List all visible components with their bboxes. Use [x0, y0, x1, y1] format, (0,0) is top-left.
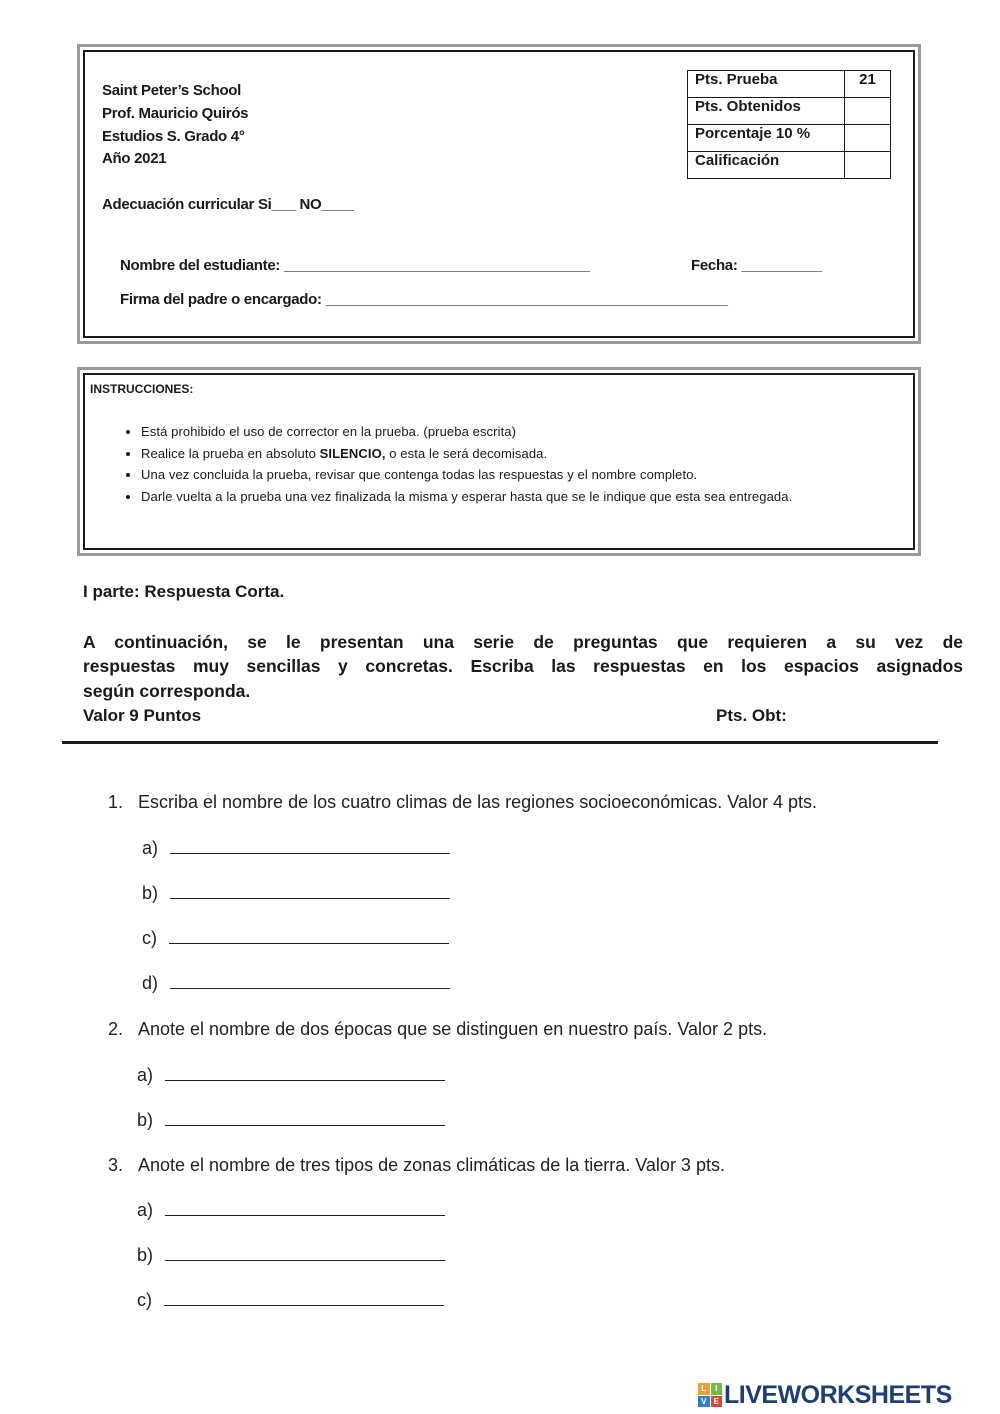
- answer-blank[interactable]: [165, 1201, 445, 1216]
- answer-blank[interactable]: [170, 839, 450, 854]
- teacher-name: Prof. Mauricio Quirós: [102, 105, 249, 122]
- answer-letter: c): [142, 928, 157, 948]
- score-label: Calificación: [688, 152, 845, 179]
- answer-blank[interactable]: [164, 1291, 444, 1306]
- question-number: 3.: [108, 1155, 124, 1175]
- answer-line[interactable]: [137, 1200, 445, 1221]
- logo-letter: V: [698, 1396, 710, 1408]
- instruction-text: o esta le será decomisada.: [385, 445, 548, 461]
- student-name-field[interactable]: Nombre del estudiante: ______________________________________: [120, 257, 590, 274]
- score-value: 21: [845, 71, 891, 98]
- answer-blank[interactable]: [165, 1111, 445, 1126]
- answer-line[interactable]: [137, 1110, 445, 1131]
- score-label: Porcentaje 10 %: [688, 125, 845, 152]
- answer-line[interactable]: [137, 1065, 445, 1086]
- question-text: Anote el nombre de dos épocas que se distinguen en nuestro país. Valor 2 pts.: [138, 1019, 768, 1039]
- score-value[interactable]: [845, 125, 891, 152]
- answer-line[interactable]: [137, 1290, 444, 1311]
- liveworksheets-logo: [698, 1380, 952, 1410]
- answer-line[interactable]: [142, 973, 450, 994]
- school-name: Saint Peter’s School: [102, 82, 242, 99]
- question-number: 1.: [108, 792, 124, 812]
- answer-blank[interactable]: [165, 1066, 445, 1081]
- part-description-line: según corresponda.: [83, 681, 251, 701]
- instructions-list: [119, 421, 792, 507]
- part-title: I parte: Respuesta Corta.: [83, 582, 285, 601]
- answer-letter: b): [137, 1110, 154, 1130]
- instruction-emphasis: SILENCIO,: [319, 445, 386, 461]
- instruction-item: • Una vez concluida la prueba, revisar que contenga todas las respuestas y el nombre completo.: [141, 464, 792, 486]
- date-field[interactable]: Fecha: __________: [691, 257, 822, 274]
- score-label: Pts. Obtenidos: [688, 98, 845, 125]
- logo-letter: L: [698, 1383, 710, 1395]
- answer-letter: a): [137, 1065, 154, 1085]
- answer-letter: b): [137, 1245, 154, 1265]
- subject-grade: Estudios S. Grado 4°: [102, 128, 245, 145]
- question-text: Escriba el nombre de los cuatro climas de las regiones socioeconómicas. Valor 4 pts.: [138, 792, 817, 812]
- instruction-item: [141, 443, 792, 465]
- question-number: 2.: [108, 1019, 124, 1039]
- instructions-title: INSTRUCCIONES:: [90, 382, 194, 396]
- logo-icon: [698, 1383, 722, 1407]
- part-value: Valor 9 Puntos: [83, 706, 202, 725]
- answer-line[interactable]: [142, 928, 449, 949]
- school-year: Año 2021: [102, 150, 167, 167]
- instruction-text: Realice la prueba en absoluto: [141, 445, 320, 461]
- header-box: [83, 50, 915, 338]
- answer-blank[interactable]: [170, 974, 450, 989]
- answer-blank[interactable]: [169, 929, 449, 944]
- score-value[interactable]: [845, 98, 891, 125]
- score-row: [688, 152, 891, 179]
- part-description-line: respuestas muy sencillas y concretas. Escriba las respuestas en los espacios asignados: [83, 656, 963, 676]
- logo-letter: I: [711, 1383, 723, 1395]
- logo-letter: E: [711, 1396, 723, 1408]
- question-text: Anote el nombre de tres tipos de zonas climáticas de la tierra. Valor 3 pts.: [138, 1155, 725, 1175]
- score-value[interactable]: [845, 152, 891, 179]
- answer-blank[interactable]: [170, 884, 450, 899]
- answer-letter: a): [142, 838, 159, 858]
- answer-blank[interactable]: [165, 1246, 445, 1261]
- curricular-adequacy: Adecuación curricular Si___ NO____: [102, 196, 354, 213]
- instruction-item: • Está prohibido el uso de corrector en la prueba. (prueba escrita): [141, 421, 792, 443]
- score-row: [688, 125, 891, 152]
- score-row: [688, 71, 891, 98]
- answer-line[interactable]: [142, 838, 450, 859]
- part-points-obtained: Pts. Obt:: [716, 706, 787, 725]
- answer-letter: c): [137, 1290, 152, 1310]
- part-description-line: A continuación, se le presentan una serie de preguntas que requieren a su vez de: [83, 632, 963, 652]
- answer-line[interactable]: [142, 883, 450, 904]
- answer-line[interactable]: [137, 1245, 445, 1266]
- answer-letter: d): [142, 973, 159, 993]
- score-label: Pts. Prueba: [688, 71, 845, 98]
- score-table: [687, 70, 891, 179]
- answer-letter: a): [137, 1200, 154, 1220]
- section-divider: [62, 741, 938, 744]
- score-row: [688, 98, 891, 125]
- logo-text: LIVEWORKSHEETS: [724, 1380, 952, 1409]
- instructions-box: [83, 373, 915, 550]
- parent-signature-field[interactable]: Firma del padre o encargado: __________________________________________________: [120, 291, 728, 308]
- answer-letter: b): [142, 883, 159, 903]
- instruction-item: • Darle vuelta a la prueba una vez finalizada la misma y esperar hasta que se le indique que esta sea entregada.: [141, 486, 792, 508]
